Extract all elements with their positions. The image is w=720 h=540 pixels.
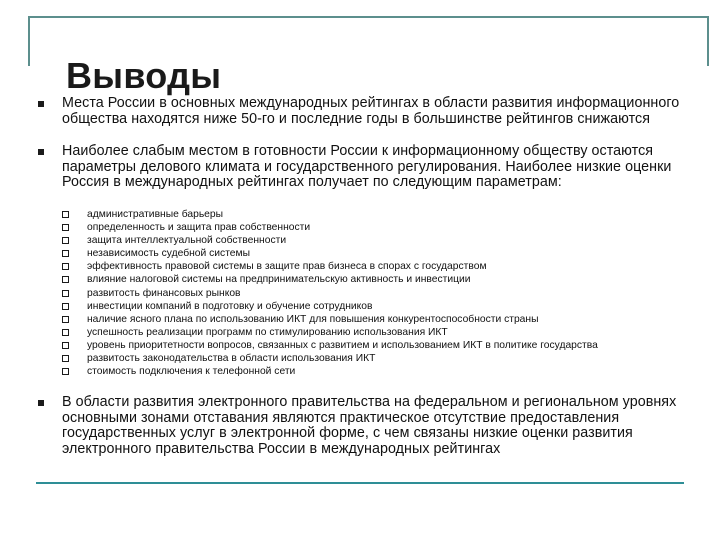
sub-list-item: инвестиции компаний в подготовку и обучение сотрудников: [62, 300, 702, 313]
sub-list-item: независимость судебной системы: [62, 247, 702, 260]
sub-list-item: административные барьеры: [62, 208, 702, 221]
hollow-square-bullet-icon: [62, 290, 69, 297]
sub-list-item: стоимость подключения к телефонной сети: [62, 365, 702, 378]
frame-left-border: [28, 16, 30, 66]
hollow-square-bullet-icon: [62, 316, 69, 323]
hollow-square-bullet-icon: [62, 303, 69, 310]
sub-list-item: влияние налоговой системы на предпринимательскую активность и инвестиции: [62, 273, 702, 286]
hollow-square-bullet-icon: [62, 342, 69, 349]
bullet-text: Места России в основных международных рейтингах в области развития информационного общества находятся ниже 50-го и последние годы в большинстве рейтингов снижаются: [62, 95, 680, 127]
sub-list-item: успешность реализации программ по стимулированию использования ИКТ: [62, 326, 702, 339]
bottom-divider: [36, 482, 684, 484]
hollow-square-bullet-icon: [62, 276, 69, 283]
hollow-square-bullet-icon: [62, 250, 69, 257]
frame-top-border: [28, 16, 708, 18]
bullet-text: В области развития электронного правительства на федеральном и региональном уровнях основными зонами отставания являются практическое отсутствие предоставления государственных услуг в электронной форме, с чем связаны низкие оценки развития электронного правительства России в международных рейтингах: [62, 394, 677, 457]
hollow-square-bullet-icon: [62, 224, 69, 231]
hollow-square-bullet-icon: [62, 263, 69, 270]
hollow-square-bullet-icon: [62, 329, 69, 336]
square-bullet-icon: [38, 149, 44, 155]
bullet-text: Наиболее слабым местом в готовности России к информационному обществу остаются параметры делового климата и государственного регулирования. Наиболее низкие оценки Россия в международных рейтингах получает по следующим параметрам:: [62, 143, 672, 191]
hollow-square-bullet-icon: [62, 368, 69, 375]
frame-right-border: [707, 16, 709, 66]
slide-title: Выводы: [66, 55, 222, 96]
hollow-square-bullet-icon: [62, 211, 69, 218]
sub-list-item: развитость законодательства в области использования ИКТ: [62, 352, 702, 365]
sub-list-item: наличие ясного плана по использованию ИКТ для повышения конкурентоспособности страны: [62, 313, 702, 326]
sub-list-item: уровень приоритетности вопросов, связанных с развитием и использованием ИКТ в политике государства: [62, 339, 702, 352]
sub-list-item: эффективность правовой системы в защите прав бизнеса в спорах с государством: [62, 260, 702, 273]
square-bullet-icon: [38, 101, 44, 107]
sub-list-item: защита интеллектуальной собственности: [62, 234, 702, 247]
sub-list-item: развитость финансовых рынков: [62, 287, 702, 300]
hollow-square-bullet-icon: [62, 237, 69, 244]
sub-list-item: определенность и защита прав собственности: [62, 221, 702, 234]
square-bullet-icon: [38, 400, 44, 406]
sub-bullet-list: [62, 208, 702, 378]
hollow-square-bullet-icon: [62, 355, 69, 362]
